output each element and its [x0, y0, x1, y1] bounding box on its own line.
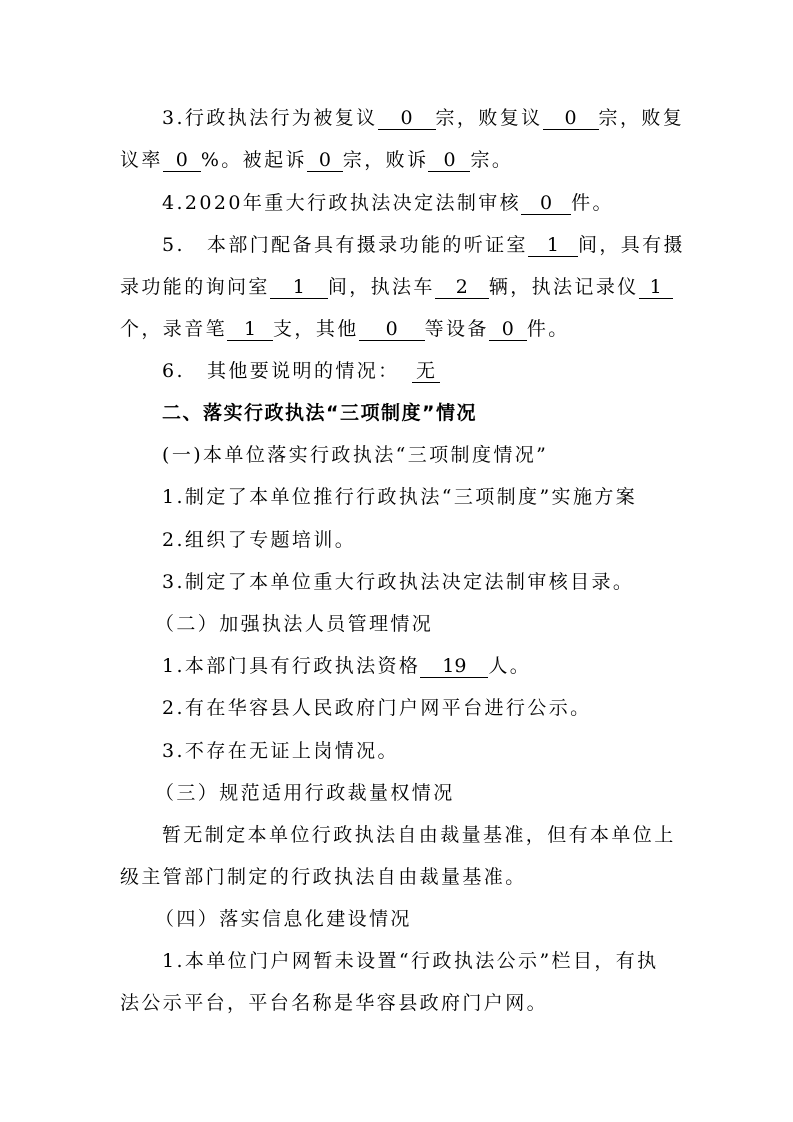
item-5-text-j: 件。	[526, 318, 570, 340]
item-3-text-c: 宗，败复	[598, 107, 685, 129]
subsection-4-para-line-1: 1.本单位门户网暂未设置“行政执法公示”栏目，有执	[162, 950, 659, 972]
subsection-2-title: （二）加强执法人员管理情况	[155, 613, 434, 635]
item-5-text-f: 辆，执法记录仪	[488, 276, 639, 298]
hearing-room-count: 1	[528, 234, 578, 257]
item-5-text-h: 支，其他	[273, 318, 359, 340]
item-5-text-d: 录功能的询问室	[120, 276, 270, 298]
item-5-text-e: 间，执法车	[327, 276, 435, 298]
subsection-3-para-line-2: 级主管部门制定的行政执法自由裁量基准。	[120, 866, 527, 888]
item-5-line-3	[120, 316, 793, 342]
recording-pen-count: 1	[227, 318, 273, 341]
review-lost-count: 0	[543, 107, 599, 130]
equipment-count: 0	[489, 318, 527, 341]
qualified-staff-text: 1.本部门具有行政执法资格	[162, 655, 421, 677]
subsection-2-item-1	[162, 653, 793, 679]
item-5-line-1	[162, 232, 793, 258]
inquiry-room-count: 1	[270, 276, 328, 299]
vehicle-count: 2	[435, 276, 489, 299]
subsection-1-title: (一)本单位落实行政执法“三项制度情况”	[162, 444, 549, 466]
item-3-text-d: 议率	[120, 149, 163, 171]
subsection-3-para-line-1: 暂无制定本单位行政执法自由裁量基准，但有本单位上	[162, 824, 676, 846]
sued-count: 0	[307, 149, 343, 172]
item-3-line-2	[120, 147, 793, 173]
item-4-text: 4.2020年重大行政执法决定法制审核	[162, 192, 522, 214]
item-4-text-b: 件。	[571, 192, 614, 214]
subsection-1-item-2: 2.组织了专题培训。	[162, 529, 357, 551]
item-4-line	[162, 190, 793, 216]
item-6-number: 6.	[162, 360, 185, 382]
subsection-2-item-3: 3.不存在无证上岗情况。	[162, 740, 399, 762]
subsection-1-item-1: 1.制定了本单位推行行政执法“三项制度”实施方案	[162, 486, 638, 508]
item-5-text-c: 间，具有摄	[577, 234, 685, 256]
item-5-number: 5.	[162, 234, 185, 256]
item-5-line-2	[120, 274, 793, 300]
item-3-text-g: 宗。	[470, 149, 514, 171]
item-3-line-1	[162, 105, 793, 131]
subsection-1-item-3: 3.制定了本单位重大行政执法决定法制审核目录。	[162, 571, 635, 593]
sued-lost-count: 0	[428, 149, 470, 172]
item-5-text: 本部门配备具有摄录功能的听证室	[206, 234, 528, 256]
major-decision-review-count: 0	[521, 192, 571, 215]
recorder-count: 1	[639, 276, 673, 299]
subsection-4-title: （四）落实信息化建设情况	[155, 908, 412, 930]
subsection-2-item-2: 2.有在华容县人民政府门户网平台进行公示。	[162, 697, 592, 719]
review-count: 0	[378, 107, 436, 130]
subsection-4-para-line-2: 法公示平台，平台名称是华容县政府门户网。	[120, 992, 549, 1014]
item-6-line	[162, 358, 793, 384]
item-3-text-e: %。被起诉	[200, 149, 307, 171]
other-notes-value: 无	[412, 360, 440, 383]
qualified-staff-count: 19	[420, 655, 488, 678]
item-3-text-f: 宗，败诉	[342, 149, 429, 171]
review-lost-rate: 0	[163, 149, 201, 172]
item-5-text-i: 等设备	[424, 318, 489, 340]
item-6-text: 其他要说明的情况：	[206, 360, 400, 382]
other-equipment-count: 0	[359, 318, 425, 341]
section-2-heading: 二、落实行政执法“三项制度”情况	[162, 402, 477, 424]
item-5-text-g: 个，录音笔	[120, 318, 228, 340]
item-3-text-b: 宗，败复议	[435, 107, 543, 129]
item-3-text: 3.行政执法行为被复议	[162, 107, 378, 129]
subsection-3-title: （三）规范适用行政裁量权情况	[155, 782, 455, 804]
qualified-staff-unit: 人。	[488, 655, 532, 677]
